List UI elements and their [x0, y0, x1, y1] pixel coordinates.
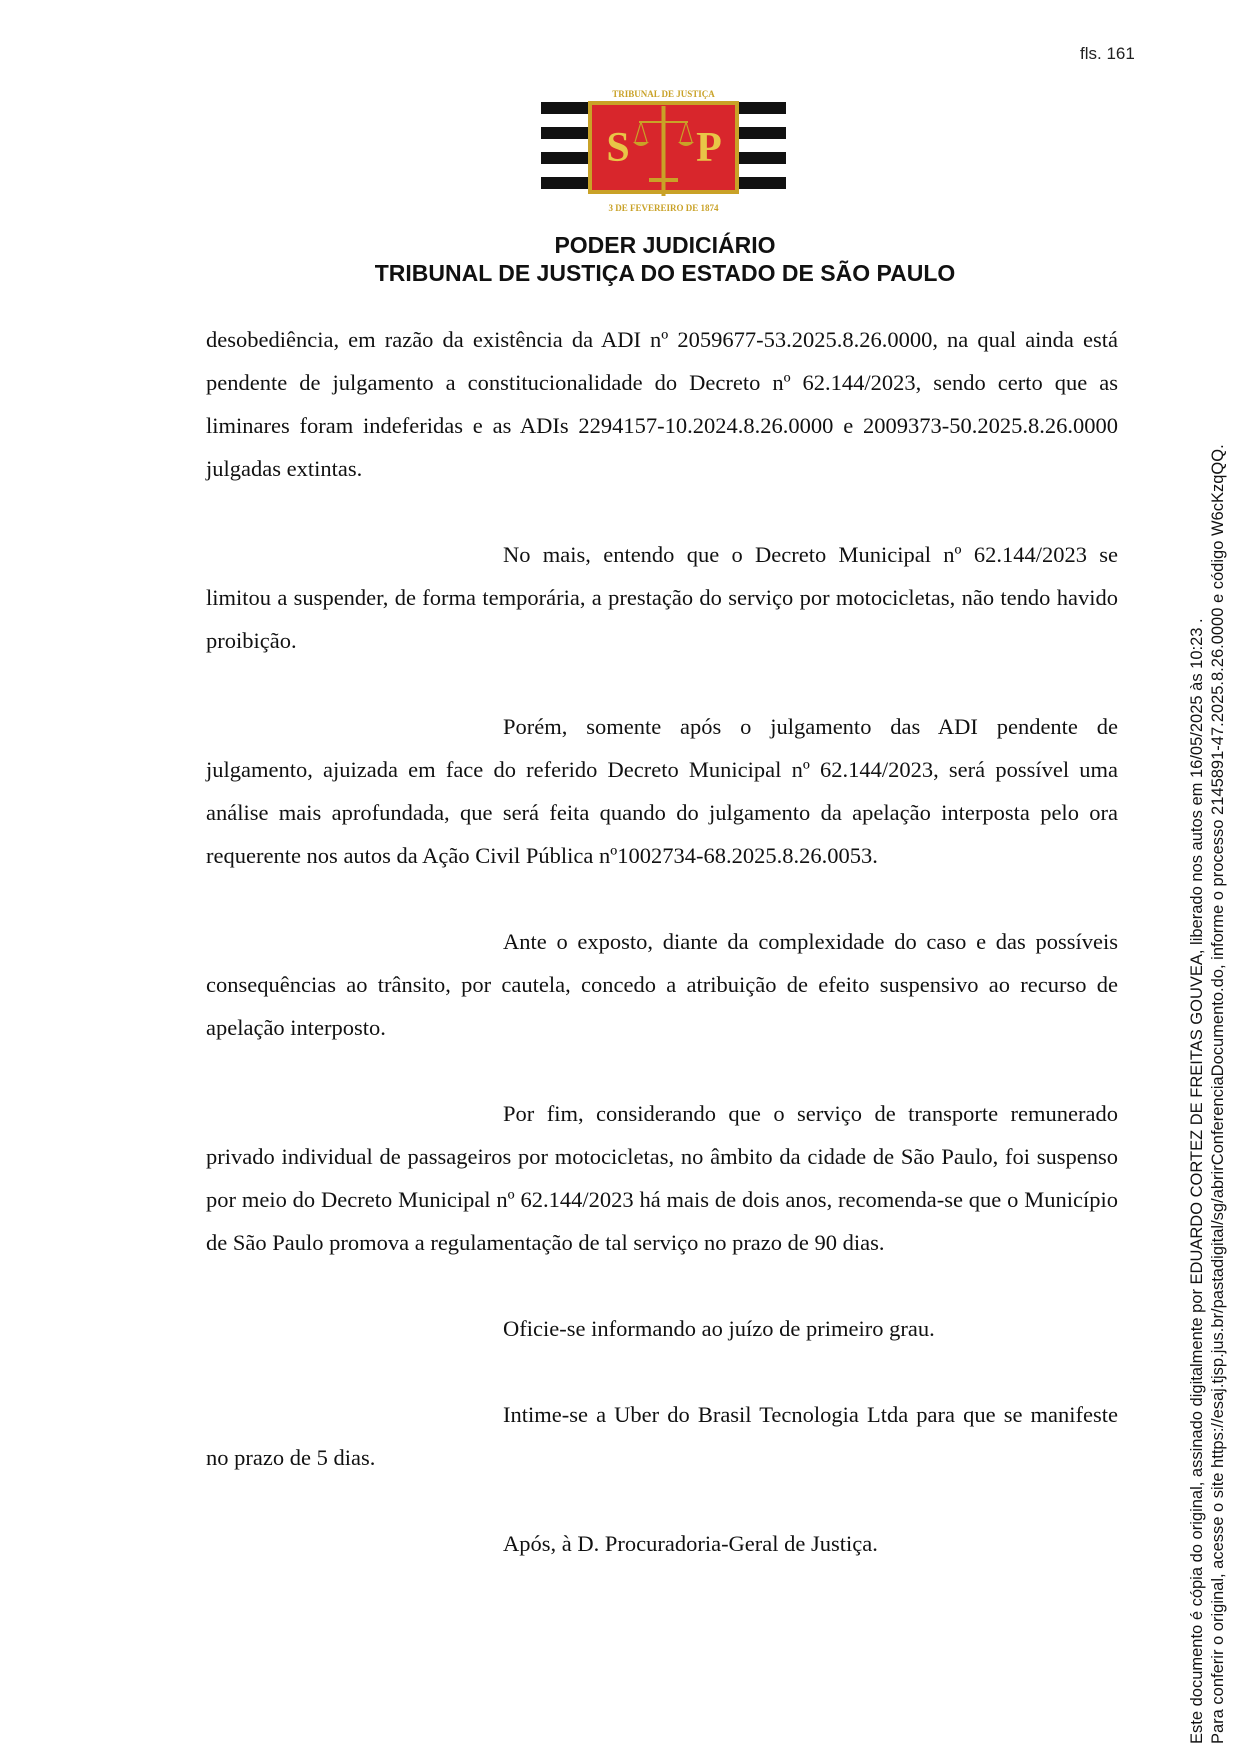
- signature-notice-line-2: Para conferir o original, acesse o site https://esaj.tjsp.jus.br/pastadigital/sg/abrirConferenciaDocumento.do, informe o processo 2145891-47.2025.8.26.0000 e código W6cKzqQQ.: [1209, 444, 1227, 1744]
- paragraph: Por fim, considerando que o serviço de transporte remunerado privado individual de passageiros por motocicletas, no âmbito da cidade de São Paulo, foi suspenso por meio do Decreto Municipal nº 62.144/2023 há mais de dois anos, recomenda-se que o Município de São Paulo promova a regulamentação de tal serviço no prazo de 90 dias.: [206, 1101, 1118, 1255]
- paragraph: Intime-se a Uber do Brasil Tecnologia Ltda para que se manifeste no prazo de 5 dias.: [206, 1402, 1118, 1470]
- header-line-1: PODER JUDICIÁRIO: [554, 232, 776, 258]
- paragraph: Ante o exposto, diante da complexidade do caso e das possíveis consequências ao trânsito, por cautela, concedo a atribuição de efeito suspensivo ao recurso de apelação interposto.: [206, 929, 1118, 1040]
- page-number: fls. 161: [1080, 44, 1135, 63]
- paragraph: desobediência, em razão da existência da ADI nº 2059677-53.2025.8.26.0000, na qual ainda está pendente de julgamento a constitucionalidade do Decreto nº 62.144/2023, sendo certo que as liminares foram indeferidas e as ADIs 2294157-10.2024.8.26.0000 e 2009373-50.2025.8.26.0000 julgadas extintas.: [206, 327, 1118, 481]
- digital-signature-notice: [1187, 444, 1229, 1744]
- tjsp-seal-logo: [541, 86, 786, 218]
- signature-notice-line-1: Este documento é cópia do original, assinado digitalmente por EDUARDO CORTEZ DE FREITAS GOUVEA, liberado nos autos em 16/05/2025 às 10:23 .: [1188, 618, 1206, 1744]
- seal-letter-p: P: [696, 125, 722, 171]
- paragraph: Porém, somente após o julgamento das ADI pendente de julgamento, ajuizada em face do referido Decreto Municipal nº 62.144/2023, será possível uma análise mais aprofundada, que será feita quando do julgamento da apelação interposta pelo ora requerente nos autos da Ação Civil Pública nº1002734-68.2025.8.26.0053.: [206, 714, 1118, 868]
- seal-top-text: TRIBUNAL DE JUSTIÇA: [612, 89, 715, 99]
- seal-bottom-text: 3 DE FEVEREIRO DE 1874: [608, 203, 719, 213]
- header-line-2: TRIBUNAL DE JUSTIÇA DO ESTADO DE SÃO PAULO: [374, 260, 956, 286]
- paragraph: Oficie-se informando ao juízo de primeiro grau.: [503, 1316, 935, 1341]
- document-header: [200, 231, 1130, 287]
- paragraph: No mais, entendo que o Decreto Municipal nº 62.144/2023 se limitou a suspender, de forma temporária, a prestação do serviço por motocicletas, não tendo havido proibição.: [206, 542, 1118, 653]
- paragraph: Após, à D. Procuradoria-Geral de Justiça.: [503, 1531, 878, 1556]
- seal-letter-s: S: [606, 125, 630, 171]
- document-body: [206, 318, 1118, 1565]
